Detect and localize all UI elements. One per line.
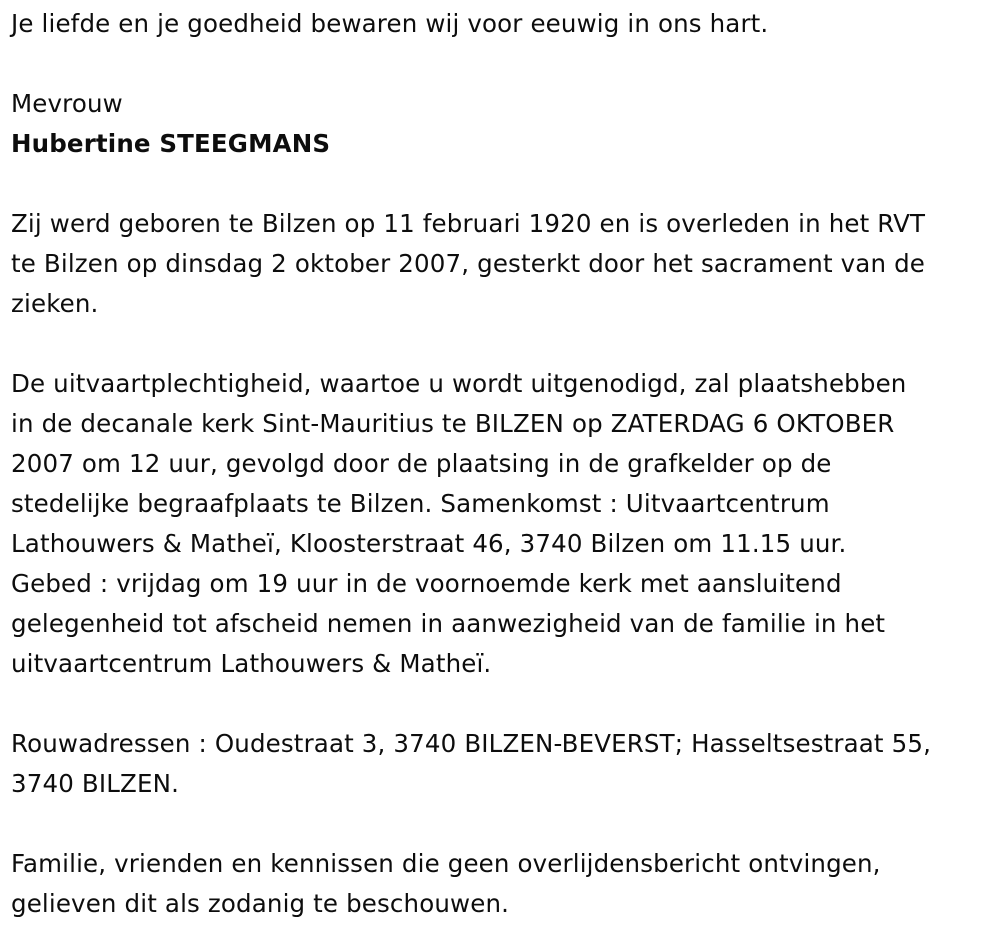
text-line: De uitvaartplechtigheid, waartoe u wordt uitgenodigd, zal plaatshebben (11, 369, 907, 398)
text-line: Familie, vrienden en kennissen die geen overlijdensbericht ontvingen, (11, 849, 881, 878)
obituary-notice (11, 4, 991, 924)
text-line: uitvaartcentrum Lathouwers & Matheï. (11, 649, 492, 678)
text-line: in de decanale kerk Sint-Mauritius te BILZEN op ZATERDAG 6 OKTOBER (11, 409, 895, 438)
birth-death-paragraph (11, 204, 991, 324)
salutation: Mevrouw (11, 89, 123, 118)
mourning-addresses-paragraph (11, 724, 991, 804)
opening-line: Je liefde en je goedheid bewaren wij voor eeuwig in ons hart. (11, 9, 769, 38)
text-line: Gebed : vrijdag om 19 uur in de voornoemde kerk met aansluitend (11, 569, 842, 598)
spacer (11, 684, 991, 724)
text-line: 3740 BILZEN. (11, 769, 180, 798)
text-line: 2007 om 12 uur, gevolgd door de plaatsing in de grafkelder op de (11, 449, 832, 478)
closing-paragraph (11, 844, 991, 924)
spacer (11, 324, 991, 364)
text-line: zieken. (11, 289, 99, 318)
spacer (11, 804, 991, 844)
text-line: gelieven dit als zodanig te beschouwen. (11, 889, 510, 918)
text-line: stedelijke begraafplaats te Bilzen. Samenkomst : Uitvaartcentrum (11, 489, 830, 518)
ceremony-paragraph (11, 364, 991, 684)
text-line: Lathouwers & Matheï, Kloosterstraat 46, 3740 Bilzen om 11.15 uur. (11, 529, 847, 558)
text-line: Zij werd geboren te Bilzen op 11 februari 1920 en is overleden in het RVT (11, 209, 926, 238)
text-line: te Bilzen op dinsdag 2 oktober 2007, gesterkt door het sacrament van de (11, 249, 925, 278)
text-line: Rouwadressen : Oudestraat 3, 3740 BILZEN-BEVERST; Hasseltsestraat 55, (11, 729, 932, 758)
text-line: gelegenheid tot afscheid nemen in aanwezigheid van de familie in het (11, 609, 886, 638)
deceased-name: Hubertine STEEGMANS (11, 129, 331, 158)
spacer (11, 164, 991, 204)
spacer (11, 44, 991, 84)
